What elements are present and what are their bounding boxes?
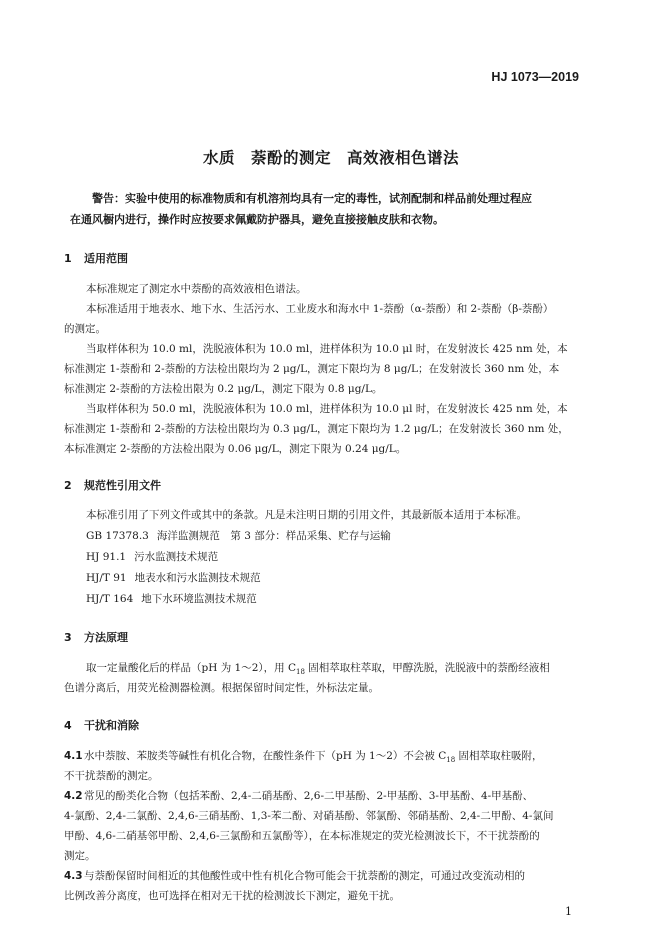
principle-line: 色谱分离后，用荧光检测器检测。根据保留时间定性，外标法定量。	[64, 682, 379, 694]
clause-4-2	[64, 786, 533, 806]
section-heading-1	[64, 250, 128, 266]
section-heading-3	[64, 629, 128, 645]
page-title: 水质 萘酚的测定 高效液相色谱法	[202, 149, 459, 167]
subscript: 18	[446, 756, 456, 765]
reference-code: HJ 91.1	[86, 551, 127, 563]
section-title: 适用范围	[84, 252, 128, 265]
clause-number: 4.1	[64, 750, 83, 762]
section-number: 3	[64, 631, 72, 644]
warning-line-2: 在通风橱内进行，操作时应按要求佩戴防护器具，避免直接接触皮肤和衣物。	[70, 213, 444, 226]
clause-text: 水中萘胺、苯胺类等碱性有机化合物，在酸性条件下（pH 为 1～2）不会被 C	[84, 750, 447, 762]
scope-line: 本标准测定 2-萘酚的方法检出限为 0.06 μg/L，测定下限为 0.24 μg/L。	[64, 443, 407, 455]
section-title: 方法原理	[84, 631, 128, 644]
section-title: 干扰和消除	[84, 719, 139, 732]
reference-name: 地表水和污水监测技术规范	[134, 572, 261, 584]
reference-name: 地下水环境监测技术规范	[141, 593, 257, 605]
section-number: 1	[64, 252, 72, 265]
subscript: 18	[296, 668, 305, 677]
clause-line: 4-氯酚、2,4-二氯酚、2,4,6-三硝基酚、1,3-苯二酚、对硝基酚、邻氯酚、邻硝基酚、2,4-二甲酚、4-氯间	[64, 810, 554, 822]
reference-code: HJ/T 164	[86, 593, 134, 605]
reference-item	[86, 570, 261, 585]
clause-line: 比例改善分离度，也可选择在相对无干扰的检测波长下测定，避免干扰。	[64, 890, 400, 902]
scope-line: 本标准规定了测定水中萘酚的高效液相色谱法。	[86, 283, 307, 295]
scope-line: 标准测定 1-萘酚和 2-萘酚的方法检出限均为 0.3 μg/L，测定下限均为 1.2 μg/L；在发射波长 360 nm 处，	[64, 423, 569, 435]
reference-code: HJ/T 91	[86, 572, 127, 584]
reference-name: 海洋监测规范 第 3 部分：样品采集、贮存与运输	[156, 530, 391, 542]
scope-line: 当取样体积为 50.0 ml，洗脱液体积为 10.0 ml，进样体积为 10.0 μl 时，在发射波长 425 nm 处，本	[86, 403, 568, 415]
section-title: 规范性引用文件	[84, 479, 161, 492]
reference-item	[86, 591, 257, 606]
reference-name: 污水监测技术规范	[134, 551, 219, 563]
standard-code: HJ 1073—2019	[491, 70, 579, 84]
clause-line: 甲酚、4,6-二硝基邻甲酚、2,4,6-三氯酚和五氯酚等），在本标准规定的荧光检测波长下，不干扰萘酚的	[64, 830, 540, 842]
page-number: 1	[565, 905, 572, 918]
clause-text: 固相萃取柱吸附，	[455, 750, 543, 762]
section-heading-4	[64, 717, 139, 733]
normative-intro: 本标准引用了下列文件或其中的条款。凡是未注明日期的引用文件，其最新版本适用于本标准。	[86, 509, 527, 521]
clause-text: 常见的酚类化合物（包括苯酚、2,4-二硝基酚、2,6-二甲基酚、2-甲基酚、3-甲基酚、4-甲基酚、	[84, 790, 534, 802]
scope-line: 的测定。	[64, 323, 106, 335]
principle-text: 固相萃取柱萃取，甲醇洗脱，洗脱液中的萘酚经液相	[304, 662, 550, 674]
scope-line: 当取样体积为 10.0 ml，洗脱液体积为 10.0 ml，进样体积为 10.0 μl 时，在发射波长 425 nm 处，本	[86, 343, 568, 355]
reference-item	[86, 528, 391, 543]
clause-4-3	[64, 866, 525, 886]
section-number: 4	[64, 719, 72, 732]
clause-line: 不干扰萘酚的测定。	[64, 770, 159, 782]
scope-line: 标准测定 2-萘酚的方法检出限为 0.2 μg/L，测定下限为 0.8 μg/L。	[64, 383, 383, 395]
reference-code: GB 17378.3	[86, 530, 149, 542]
section-number: 2	[64, 479, 72, 492]
reference-item	[86, 549, 218, 564]
section-heading-2	[64, 477, 161, 493]
scope-line: 本标准适用于地表水、地下水、生活污水、工业废水和海水中 1-萘酚（α-萘酚）和 2-萘酚（β-萘酚）	[86, 303, 554, 315]
warning-line-1: 警告：实验中使用的标准物质和有机溶剂均具有一定的毒性，试剂配制和样品前处理过程应	[92, 192, 532, 205]
clause-text: 与萘酚保留时间相近的其他酸性或中性有机化合物可能会干扰萘酚的测定，可通过改变流动相的	[84, 870, 525, 882]
clause-number: 4.3	[64, 870, 83, 882]
clause-line: 测定。	[64, 850, 96, 862]
scope-line: 标准测定 1-萘酚和 2-萘酚的方法检出限均为 2 μg/L，测定下限均为 8 μg/L；在发射波长 360 nm 处，本	[64, 363, 560, 375]
principle-text: 取一定量酸化后的样品（pH 为 1～2），用 C	[86, 662, 297, 674]
clause-number: 4.2	[64, 790, 83, 802]
